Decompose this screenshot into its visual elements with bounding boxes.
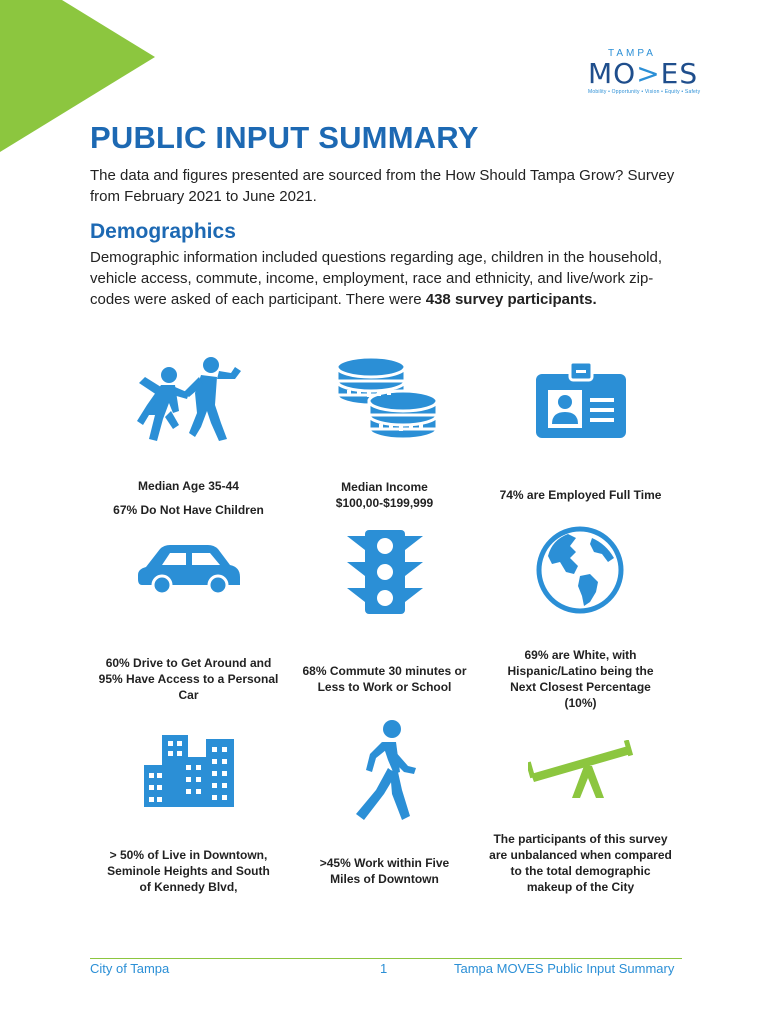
stat-live: [96, 847, 281, 895]
globe-icon: [536, 526, 624, 614]
participants-count: 438 survey participants.: [425, 291, 597, 308]
tampa-moves-logo: [588, 48, 701, 95]
coins-icon: [335, 355, 441, 443]
stat-income: [292, 479, 477, 511]
stat-commute: [292, 663, 477, 695]
dancing-people-icon: [135, 353, 245, 445]
walking-person-icon: [354, 720, 418, 822]
stat-age-line-1: Median Age 35-44: [138, 479, 239, 493]
stat-car-text: 60% Drive to Get Around and 95% Have Access to a Personal Car: [98, 656, 279, 702]
stat-live-text: > 50% of Live in Downtown, Seminole Heights and South of Kennedy Blvd,: [107, 848, 270, 894]
demographics-paragraph-text: Demographic information included questions regarding age, children in the household, vehicle access, commute, income, employment, race and ethnicity, and live/work zip-codes were asked of each participant. There were: [90, 249, 663, 308]
id-badge-icon: [536, 360, 626, 438]
logo-main-b: >: [636, 57, 661, 90]
page-title: PUBLIC INPUT SUMMARY: [90, 120, 479, 155]
footer-divider: [90, 958, 682, 959]
logo-top-text: TAMPA: [608, 48, 656, 59]
page-number: 1: [380, 961, 388, 976]
car-icon: [138, 545, 240, 595]
buildings-icon: [144, 735, 236, 807]
stat-employment: [488, 487, 673, 503]
logo-main-text: [588, 57, 699, 90]
stat-commute-text: 68% Commute 30 minutes or Less to Work or School: [302, 664, 467, 694]
demographics-paragraph: [90, 247, 690, 310]
stat-race-text: 69% are White, with Hispanic/Latino being the Next Closest Percentage (10%): [507, 648, 654, 710]
stat-balance-text: The participants of this survey are unbalanced when compared to the total demographic makeup of the City: [489, 832, 672, 894]
footer-right: Tampa MOVES Public Input Summary: [454, 961, 675, 976]
section-heading: Demographics: [90, 220, 236, 243]
stat-employment-text: 74% are Employed Full Time: [499, 488, 662, 502]
traffic-light-icon: [347, 530, 423, 614]
logo-main-c: ES: [660, 57, 699, 90]
stat-balance: [488, 831, 673, 895]
stat-age-line-2: 67% Do Not Have Children: [113, 503, 264, 517]
intro-text: The data and figures presented are sourced from the How Should Tampa Grow? Survey from February 2021 to June 2021.: [90, 167, 675, 205]
seesaw-icon: [528, 740, 634, 802]
stat-income-text: Median Income $100,00-$199,999: [335, 480, 434, 510]
stat-work: [292, 855, 477, 887]
stat-work-text: >45% Work within Five Miles of Downtown: [319, 856, 450, 886]
footer-left: City of Tampa: [90, 961, 170, 976]
stat-race: [488, 647, 673, 711]
logo-tagline: Mobility • Opportunity • Vision • Equity • Safety: [588, 89, 701, 95]
stat-car: [96, 655, 281, 703]
logo-main-a: MO: [588, 57, 637, 90]
stat-age: [96, 478, 281, 518]
